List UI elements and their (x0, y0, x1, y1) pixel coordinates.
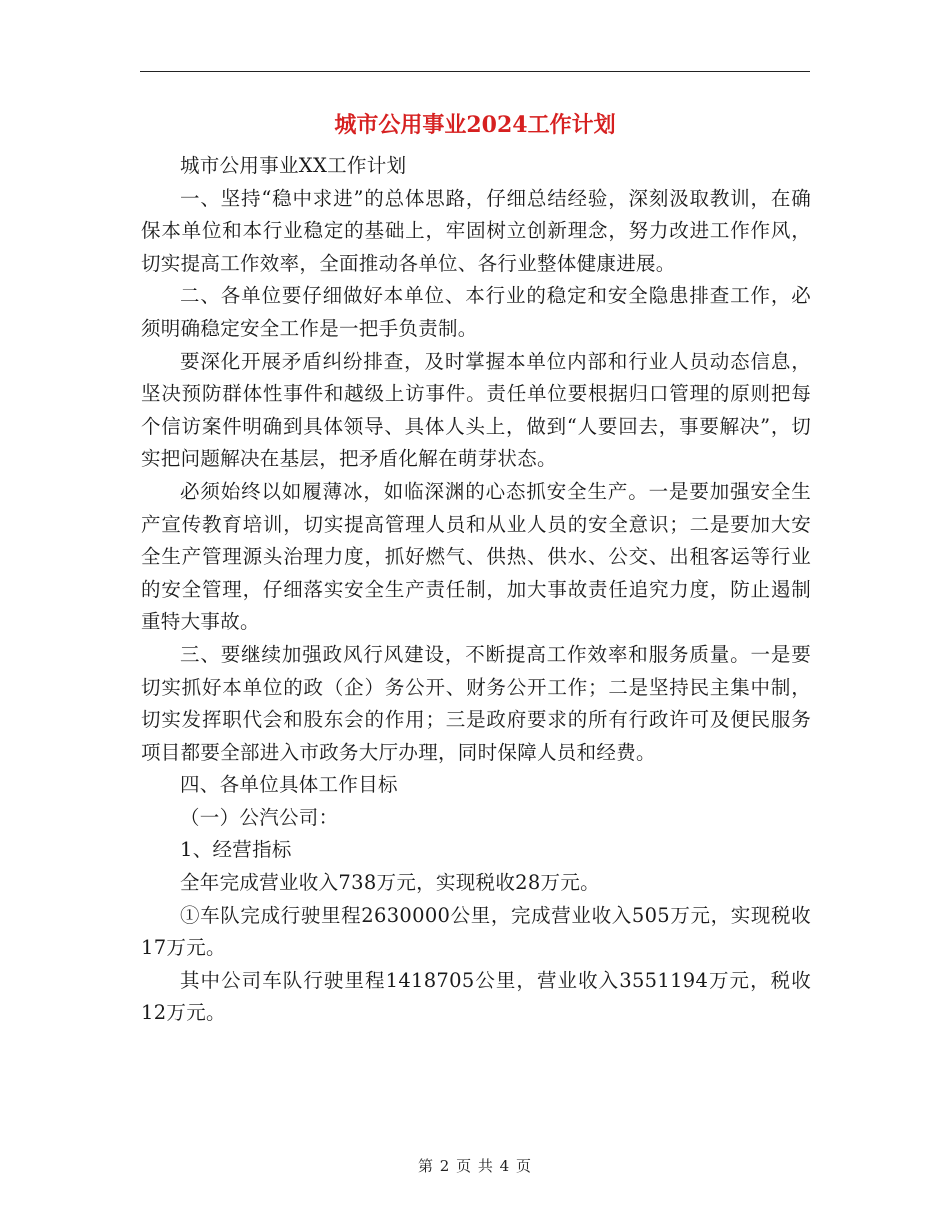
item-heading: 1、经营指标 (180, 838, 292, 862)
page-number: 第 2 页 共 4 页 (418, 1157, 532, 1175)
subsection-heading: （一）公汽公司： (180, 805, 339, 829)
paragraph: 二、各单位要仔细做好本单位、本行业的稳定和安全隐患排查工作，必须明确稳定安全工作是一把手负责制。 (141, 284, 811, 340)
section-heading: 四、各单位具体工作目标 (180, 773, 398, 797)
paragraph: 要深化开展矛盾纠纷排查，及时掌握本单位内部和行业人员动态信息，坚决预防群体性事件和越级上访事件。责任单位要根据归口管理的原则把每个信访案件明确到具体领导、具体人头上，做到“人要回去，事要解决”，切实把问题解决在基层，把矛盾化解在萌芽状态。 (141, 349, 811, 471)
paragraph: 全年完成营业收入738万元，实现税收28万元。 (180, 871, 600, 895)
document-body (141, 150, 811, 1030)
header-rule (140, 71, 810, 72)
paragraph: 必须始终以如履薄冰，如临深渊的心态抓安全生产。一是要加强安全生产宣传教育培训，切实提高管理人员和从业人员的安全意识；二是要加大安全生产管理源头治理力度，抓好燃气、供热、供水、公交、出租客运等行业的安全管理，仔细落实安全生产责任制，加大事故责任追究力度，防止遏制重特大事故。 (141, 479, 811, 634)
paragraph: 三、要继续加强政风行风建设，不断提高工作效率和服务质量。一是要切实抓好本单位的政（企）务公开、财务公开工作；二是坚持民主集中制，切实发挥职代会和股东会的作用；三是政府要求的所有行政许可及便民服务项目都要全部进入市政务大厅办理，同时保障人员和经费。 (141, 642, 811, 764)
document-title: 城市公用事业2024工作计划 (334, 112, 616, 138)
paragraph: 城市公用事业XX工作计划 (180, 154, 407, 177)
paragraph: 一、坚持“稳中求进”的总体思路，仔细总结经验，深刻汲取教训，在确保本单位和本行业稳定的基础上，牢固树立创新理念，努力改进工作作风，切实提高工作效率，全面推动各单位、各行业整体健康进展。 (141, 186, 811, 275)
paragraph: ①车队完成行驶里程2630000公里，完成营业收入505万元，实现税收17万元。 (141, 903, 811, 960)
paragraph: 其中公司车队行驶里程1418705公里，营业收入3551194万元，税收12万元。 (141, 968, 811, 1025)
